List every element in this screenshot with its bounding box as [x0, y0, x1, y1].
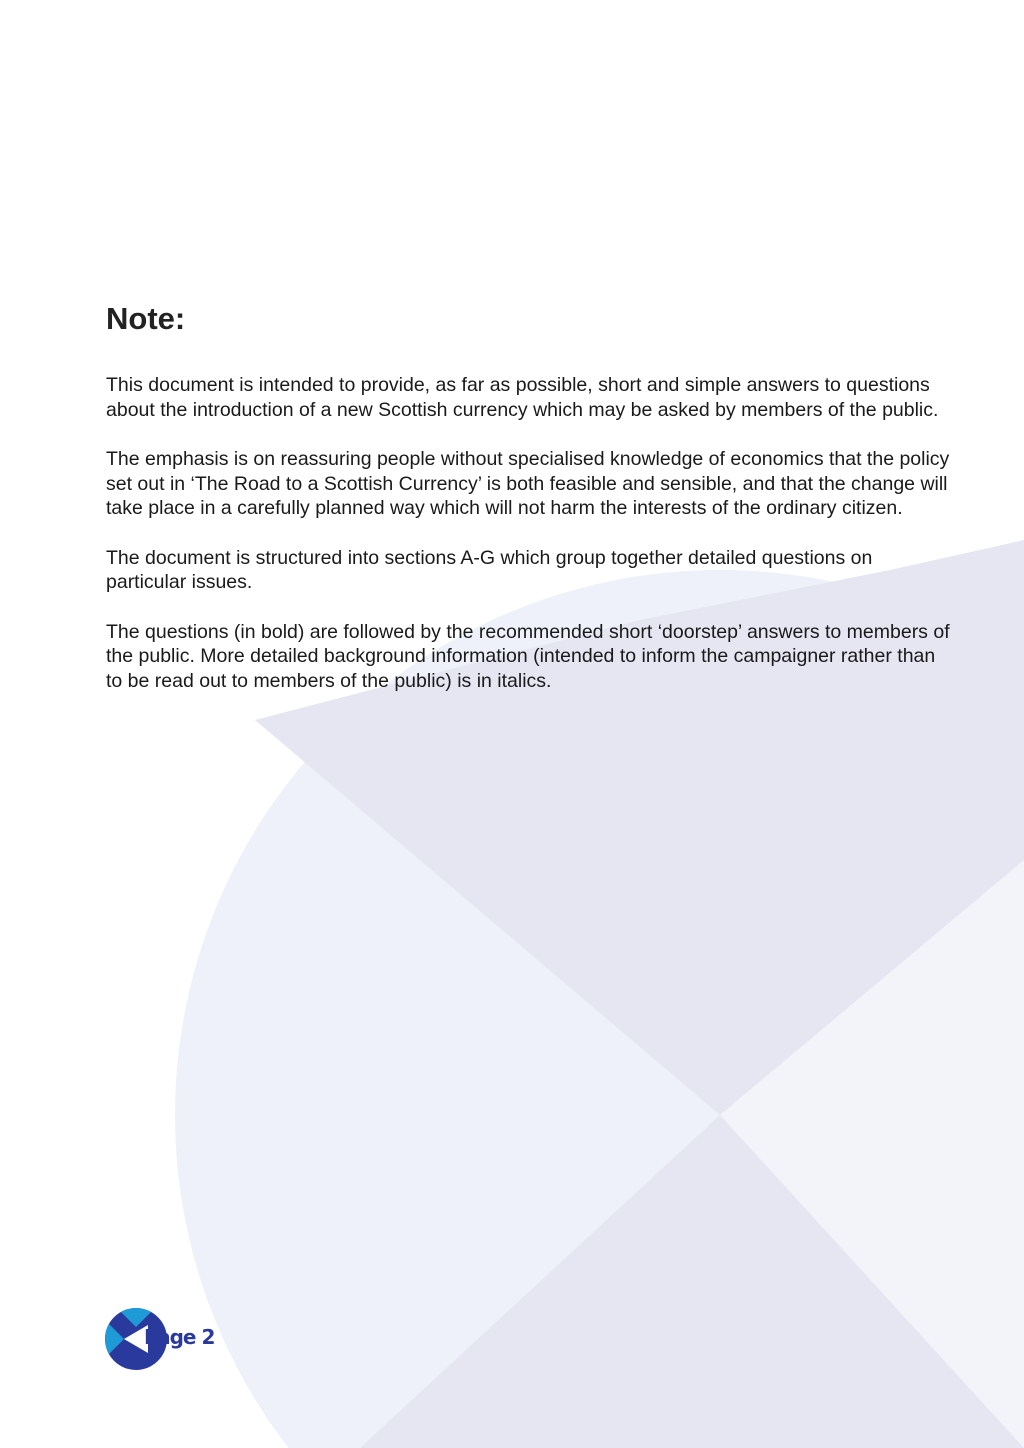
note-paragraph-2: The emphasis is on reassuring people without specialised knowledge of economics that the policy set out in ‘The Road to a Scottish Currency’ is both feasible and sensible, and that the change will take place in a carefully planned way which will not harm the interests of the ordinary citizen.: [106, 448, 950, 520]
note-section: [106, 300, 956, 718]
page-number: Page 2: [144, 1325, 215, 1349]
note-paragraph-3: The document is structured into sections A-G which group together detailed questions on particular issues.: [106, 546, 873, 594]
note-paragraph-4: The questions (in bold) are followed by the recommended short ‘doorstep’ answers to members of the public. More detailed background information (intended to inform the campaigner rather than to be read out to members of the public) is in italics.: [106, 620, 950, 692]
page-footer: [104, 1307, 214, 1371]
note-paragraph-1: This document is intended to provide, as far as possible, short and simple answers to questions about the introduction of a new Scottish currency which may be asked by members of the public.: [106, 374, 939, 421]
note-heading: Note:: [106, 301, 186, 336]
